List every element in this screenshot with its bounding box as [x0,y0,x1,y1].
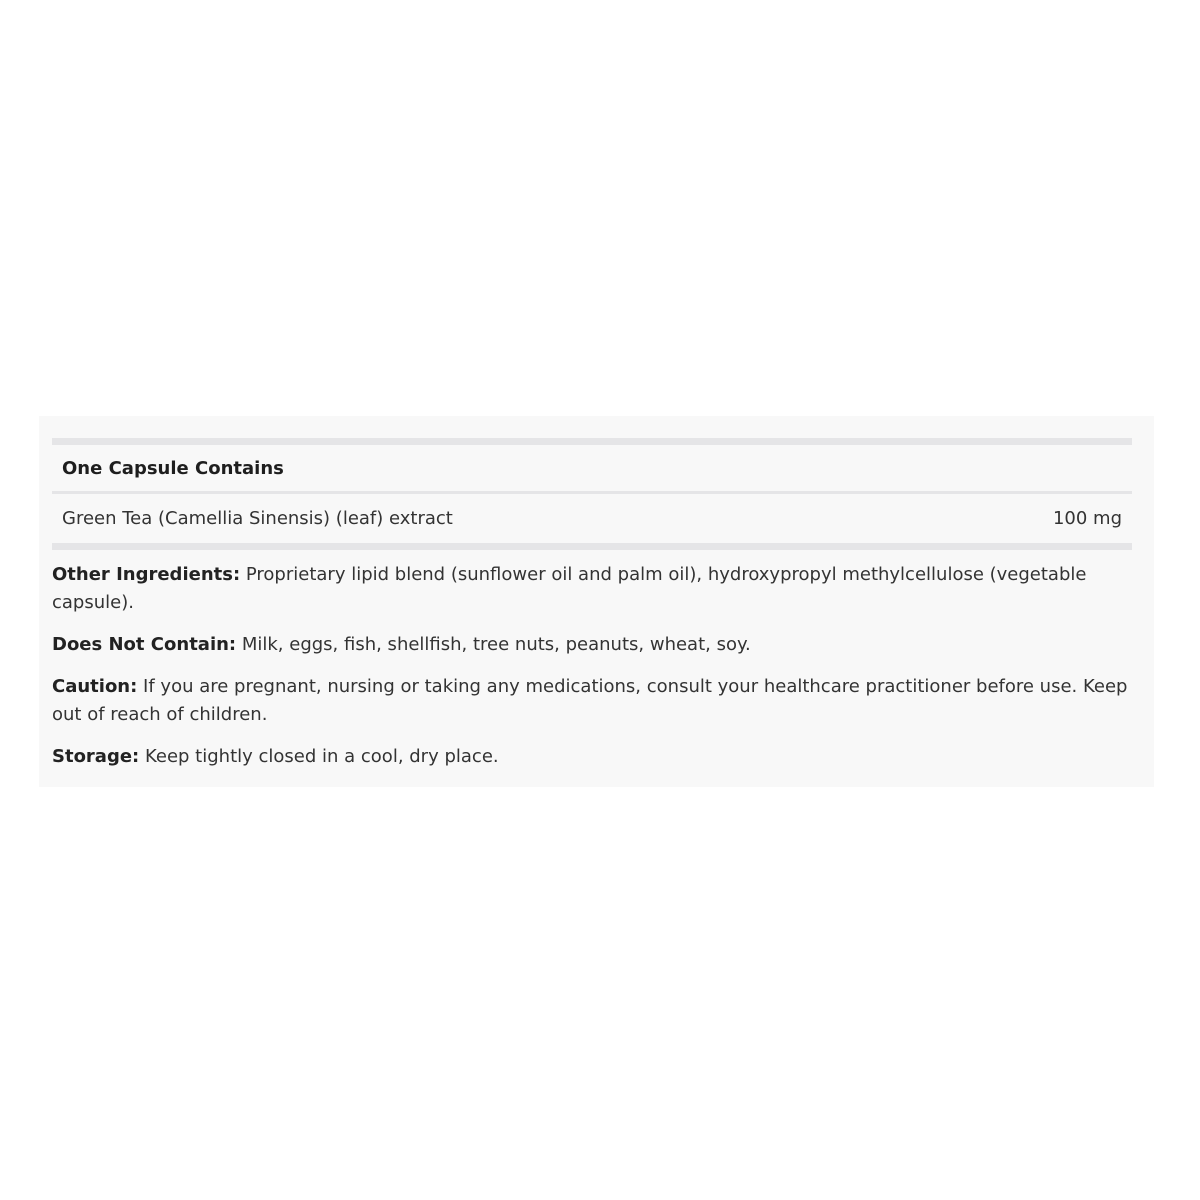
note-text: Proprietary lipid blend (sunflower oil and palm oil), hydroxypropyl methylcellulose (vegetable capsule). [52,564,1087,613]
supplement-facts-table [52,438,1132,550]
table-header [52,445,1132,491]
caution-note [52,673,1132,729]
note-label: Storage: [52,746,140,767]
note-text: If you are pregnant, nursing or taking any medications, consult your healthcare practitioner before use. Keep out of reach of children. [52,676,1128,725]
table-bottom-divider [52,543,1132,550]
note-text: Keep tightly closed in a cool, dry place. [139,746,499,767]
note-text: Milk, eggs, fish, shellfish, tree nuts, peanuts, wheat, soy. [236,634,751,655]
serving-header-text: One Capsule Contains [62,457,284,479]
does-not-contain-note [52,631,1132,659]
note-label: Other Ingredients: [52,564,241,585]
other-ingredients-note [52,561,1132,617]
label-notes [52,561,1132,785]
ingredient-name: Green Tea (Camellia Sinensis) (leaf) extract [62,508,453,529]
product-info-panel [39,416,1154,787]
ingredient-amount: 100 mg [1052,508,1122,529]
storage-note [52,743,1132,771]
note-label: Caution: [52,676,138,697]
table-top-divider [52,438,1132,445]
table-row [52,494,1132,543]
note-label: Does Not Contain: [52,634,237,655]
